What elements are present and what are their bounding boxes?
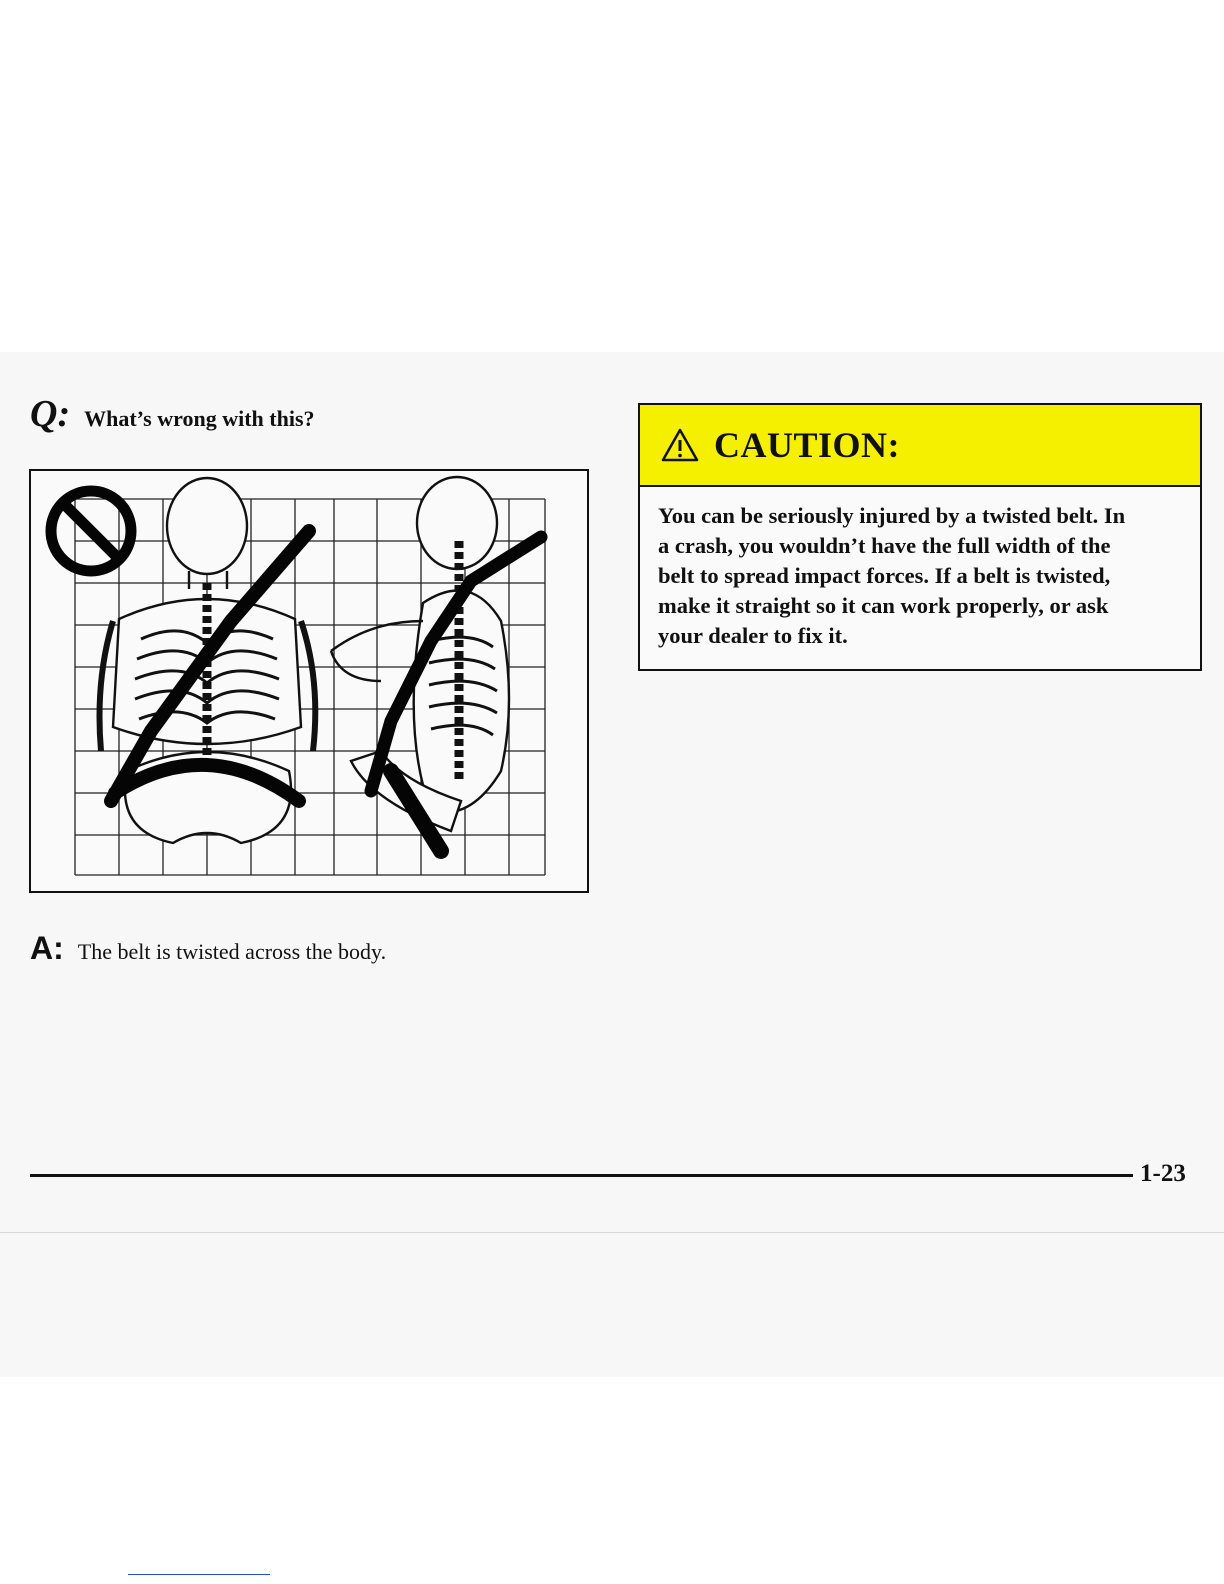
caution-line: your dealer to fix it.: [658, 623, 848, 648]
caution-header: [640, 405, 1200, 487]
warning-triangle-icon: [660, 427, 700, 463]
question: [30, 392, 315, 436]
caution-line: belt to spread impact forces. If a belt is twisted,: [658, 563, 1111, 588]
caution-line: You can be seriously injured by a twisted belt. In: [658, 503, 1126, 528]
answer-text: The belt is twisted across the body.: [77, 939, 387, 964]
twisted-belt-illustration: [29, 469, 589, 893]
scan-edge-line: [0, 1232, 1224, 1233]
answer-marker: A:: [30, 930, 64, 966]
page-number: 1-23: [1140, 1160, 1186, 1187]
caution-box: [638, 403, 1202, 671]
caution-title: CAUTION:: [714, 425, 901, 465]
caution-line: a crash, you wouldn’t have the full width of the: [658, 533, 1111, 558]
question-marker: Q:: [30, 393, 71, 435]
question-text: What’s wrong with this?: [84, 406, 315, 431]
caution-text: [640, 487, 1200, 651]
link-underline: [128, 1574, 270, 1575]
caution-line: make it straight so it can work properly, or ask: [658, 593, 1109, 618]
footer-rule: [30, 1174, 1133, 1177]
answer: [30, 930, 386, 967]
